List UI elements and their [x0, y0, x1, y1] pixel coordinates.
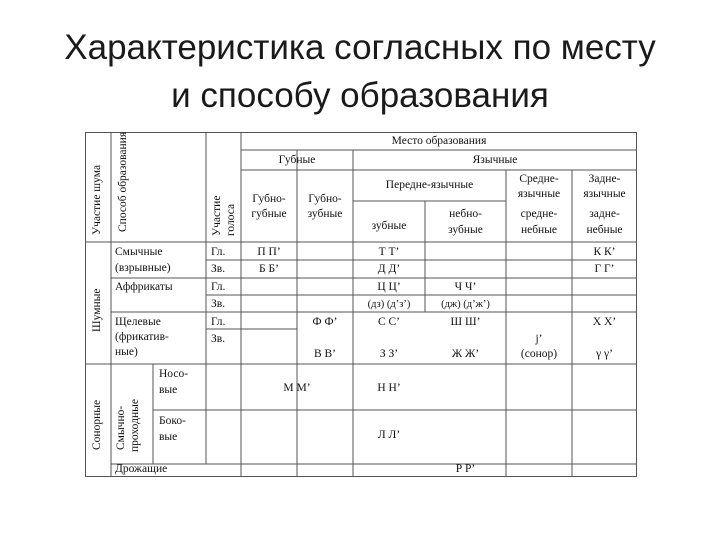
header-back-4: небные [586, 224, 623, 236]
header-labiodental-1: Губно- [308, 193, 342, 205]
cell-stops-vd-dental: Д Д’ [377, 263, 401, 275]
method-nasal-1: Носо- [159, 368, 189, 380]
method-trill: Дрожащие [115, 463, 168, 475]
header-mid-2: язычные [517, 188, 561, 200]
group-sonorant: Сонорные [91, 399, 103, 450]
header-back-2: язычные [583, 188, 626, 200]
method-fricatives-3: ные) [115, 346, 138, 358]
header-place: Место образования [391, 135, 487, 147]
title-line-1: Характеристика согласных по месту [64, 28, 656, 67]
cell-fric-vd-dental: З З’ [379, 348, 399, 360]
header-front-lingual: Передне-язычные [385, 179, 474, 191]
cell-fric-vl-alveolar: Ш Ш’ [450, 316, 481, 328]
method-stops-1: Смычные [115, 246, 163, 258]
cell-fric-vl-labiodental: Ф Ф’ [312, 316, 338, 328]
header-mid-3: средне- [520, 208, 558, 220]
header-labiodental-2: зубные [307, 208, 343, 220]
cell-affr-vl-dental: Ц Ц’ [377, 281, 401, 293]
header-alveolar-1: небно- [449, 208, 482, 220]
cell-stops-vd-bilabial: Б Б’ [259, 263, 279, 275]
header-mid-4: небные [520, 224, 558, 236]
cell-trill-dental: Р Р’ [455, 463, 476, 475]
consonant-table [85, 132, 637, 477]
header-back-1: Задне- [588, 173, 621, 185]
method-fricatives-1: Щелевые [115, 316, 161, 328]
cell-lateral-dental: Л Л’ [377, 429, 401, 441]
method-affricates: Аффрикаты [115, 281, 173, 293]
header-method: Способ образования [117, 131, 129, 232]
group-stop-passage-2: проходные [129, 399, 141, 452]
cell-affr-vd-alveolar: (дж) (д’ж’) [441, 299, 490, 310]
method-fricatives-2: (фрикатив- [115, 331, 169, 343]
header-back-3: задне- [589, 208, 620, 220]
cell-stops-vl-dental: Т Т’ [378, 246, 400, 258]
group-stop-passage-1: Смычно- [115, 405, 127, 450]
group-noisy: Шумные [91, 288, 103, 332]
header-labial: Губные [278, 154, 316, 166]
slide-title [0, 24, 720, 120]
cell-stops-vl-bilabial: П П’ [257, 246, 281, 258]
header-voice: Участие голоса [211, 195, 237, 236]
cell-nasal-dental: Н Н’ [377, 382, 401, 394]
method-stops-2: (взрывные) [115, 262, 171, 274]
cell-fric-vd-back: γ γ’ [596, 348, 613, 360]
header-mid-1: Средне- [519, 173, 559, 185]
cell-fric-mid-j: j’ [535, 333, 543, 345]
voice-fric-vl: Гл. [211, 316, 226, 328]
cell-fric-mid-sonor: (сонор) [520, 348, 558, 360]
cell-stops-vd-back: Г Г’ [594, 263, 615, 275]
method-nasal-2: вые [159, 384, 178, 396]
title-line-2: и способу образования [171, 76, 549, 115]
cell-nasal-bilabial: М М’ [283, 382, 311, 394]
header-bilabial-1: Губно- [252, 193, 286, 205]
cell-fric-vl-dental: С С’ [377, 316, 401, 328]
voice-affr-vd: Зв. [211, 298, 226, 310]
header-lingual: Язычные [472, 154, 518, 166]
voice-affr-vl: Гл. [211, 281, 226, 293]
cell-fric-vl-back: Х Х’ [592, 316, 617, 328]
cell-fric-vd-alveolar: Ж Ж’ [451, 348, 480, 360]
method-lateral-1: Боко- [159, 415, 186, 427]
header-bilabial-2: губные [251, 208, 287, 220]
header-noise: Участие шума [91, 164, 103, 235]
header-dental: зубные [371, 220, 407, 232]
voice-fric-vd: Зв. [211, 333, 226, 345]
cell-stops-vl-back: К К’ [593, 246, 616, 258]
method-lateral-2: вые [159, 431, 178, 443]
voice-stops-vl: Гл. [211, 246, 226, 258]
voice-stops-vd: Зв. [211, 263, 226, 275]
cell-affr-vl-alveolar: Ч Ч’ [454, 281, 477, 293]
cell-fric-vd-labiodental: В В’ [313, 348, 337, 360]
cell-affr-vd-dental: (дз) (д’з’) [367, 299, 411, 310]
header-alveolar-2: зубные [448, 224, 483, 236]
